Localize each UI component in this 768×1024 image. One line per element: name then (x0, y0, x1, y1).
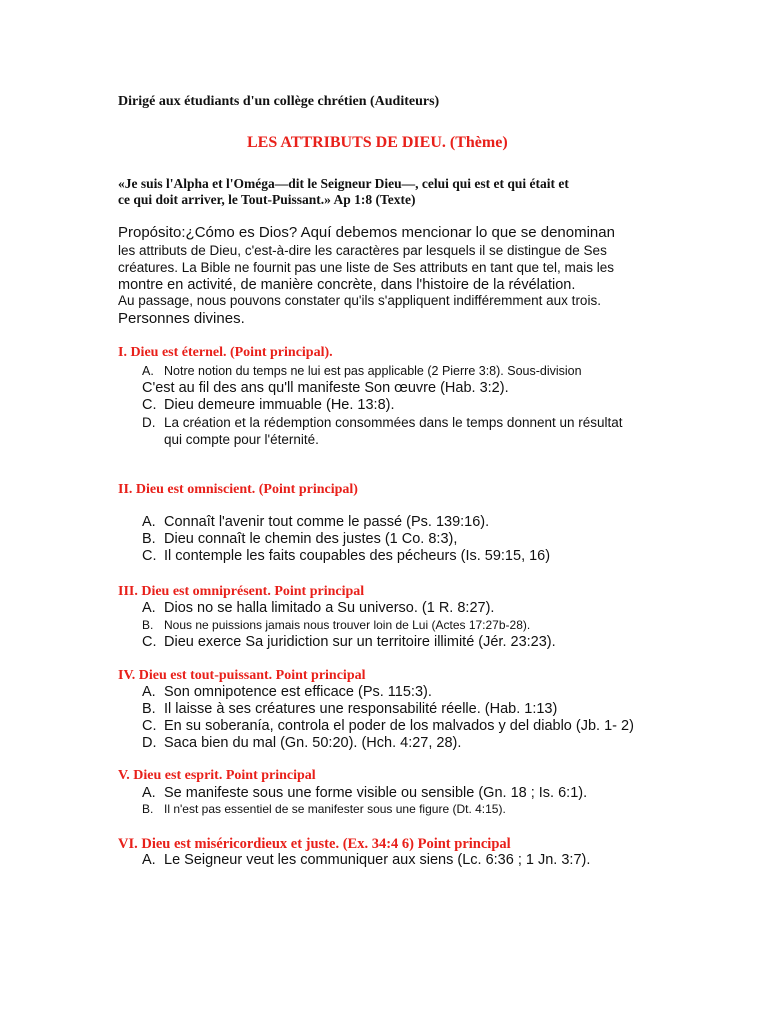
list-item: B. Il n'est pas essentiel de se manifester sous une figure (Dt. 4:15). (142, 802, 506, 816)
list-item: B. Dieu connaît le chemin des justes (1 Co. 8:3), (142, 531, 458, 547)
list-item: D. La création et la rédemption consommées dans le temps donnent un résultat (142, 415, 623, 430)
purpose-line-3: créatures. La Bible ne fournit pas une liste de Ses attributs en tant que tel, mais les (118, 260, 615, 275)
purpose-line-2: les attributs de Dieu, c'est-à-dire les caractères par lesquels il se distingue de Ses (118, 243, 607, 258)
section-heading: I. Dieu est éternel. (Point principal). (118, 345, 333, 360)
purpose-line-1: Propósito:¿Cómo es Dios? Aquí debemos mencionar lo que se denominan (118, 224, 615, 241)
list-item: C. Il contemple les faits coupables des pécheurs (Is. 59:15, 16) (142, 548, 551, 564)
section-heading: III. Dieu est omniprésent. Point principal (118, 584, 365, 599)
list-item: C. Dieu demeure immuable (He. 13:8). (142, 397, 395, 413)
list-item: A. Le Seigneur veut les communiquer aux siens (Lc. 6:36 ; 1 Jn. 3:7). (142, 852, 591, 868)
list-item: A. Se manifeste sous une forme visible ou sensible (Gn. 18 ; Is. 6:1). (142, 785, 588, 801)
quote-line-1: «Je suis l'Alpha et l'Oméga—dit le Seigneur Dieu—, celui qui est et qui était et (118, 176, 569, 191)
list-item: A. Son omnipotence est efficace (Ps. 115:3). (142, 684, 432, 700)
purpose-line-4: montre en activité, de manière concrète, dans l'histoire de la révélation. (118, 277, 576, 293)
section-heading: VI. Dieu est miséricordieux et juste. (Ex. 34:4 6) Point principal (118, 836, 511, 852)
section-heading: II. Dieu est omniscient. (Point principal) (118, 482, 358, 497)
list-item: B. Nous ne puissions jamais nous trouver loin de Lui (Actes 17:27b-28). (142, 618, 531, 632)
document-header: Dirigé aux étudiants d'un collège chrétien (Auditeurs) (118, 94, 440, 109)
list-item: A. Notre notion du temps ne lui est pas applicable (2 Pierre 3:8). Sous-division (142, 364, 582, 378)
list-item: A. Connaît l'avenir tout comme le passé (Ps. 139:16). (142, 514, 490, 530)
list-item: qui compte pour l'éternité. (164, 432, 319, 447)
list-item: A. Dios no se halla limitado a Su universo. (1 R. 8:27). (142, 600, 495, 616)
purpose-line-6: Personnes divines. (118, 310, 245, 327)
quote-line-2: ce qui doit arriver, le Tout-Puissant.» Ap 1:8 (Texte) (118, 192, 416, 207)
list-item: C'est au fil des ans qu'll manifeste Son œuvre (Hab. 3:2). (142, 380, 509, 396)
document-title: LES ATTRIBUTS DE DIEU. (Thème) (247, 134, 508, 151)
list-item: D. Saca bien du mal (Gn. 50:20). (Hch. 4:27, 28). (142, 735, 462, 751)
list-item: C. Dieu exerce Sa juridiction sur un territoire illimité (Jér. 23:23). (142, 634, 556, 650)
list-item: B. Il laisse à ses créatures une responsabilité réelle. (Hab. 1:13) (142, 701, 558, 717)
section-heading: IV. Dieu est tout-puissant. Point principal (118, 668, 366, 683)
list-item: C. En su soberanía, controla el poder de los malvados y del diablo (Jb. 1- 2) (142, 718, 634, 734)
purpose-line-5: Au passage, nous pouvons constater qu'ils s'appliquent indifféremment aux trois. (118, 293, 601, 308)
section-heading: V. Dieu est esprit. Point principal (118, 768, 316, 783)
